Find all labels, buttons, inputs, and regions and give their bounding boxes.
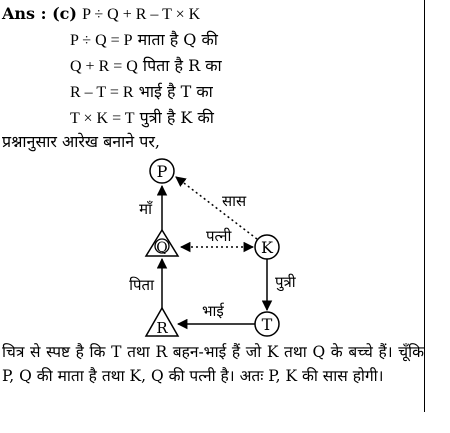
relation-expression: Q + R = Q (70, 58, 138, 75)
node-r-label: R (156, 319, 168, 337)
node-k-label: K (261, 238, 273, 257)
relation-row (70, 56, 222, 77)
relation-row (70, 82, 213, 103)
node-t-label: T (261, 315, 273, 334)
family-diagram (0, 150, 450, 340)
relation-meaning: माता है Q की (137, 30, 218, 49)
relation-row (70, 108, 214, 129)
relation-meaning: पुत्री है K की (139, 108, 214, 127)
node-q (146, 230, 178, 256)
conclusion-text: चित्र से स्पष्ट है कि T तथा R बहन-भाई हैं जो K तथा Q के बच्चे हैं। चूँकि P, Q की माता है तथा K, Q की पत्नी है। अतः P, K की सास होगी। (2, 343, 424, 385)
relation-row (70, 30, 218, 51)
node-p-label: P (156, 162, 168, 181)
relation-expression: R – T = R (70, 84, 134, 101)
edge-daughter-label: पुत्री (275, 273, 296, 291)
edge-mother-label: माँ (139, 200, 152, 218)
node-k (255, 235, 279, 259)
answer-line (2, 4, 200, 25)
relation-meaning: पिता है R का (142, 56, 222, 75)
relation-expression: P ÷ Q = P (70, 32, 133, 49)
node-r (146, 308, 178, 337)
edge-brother-label: भाई (202, 302, 224, 320)
relation-meaning: भाई है T का (138, 82, 213, 101)
node-p (150, 159, 174, 183)
answer-label: Ans : (c) (2, 4, 77, 23)
relation-expression: T × K = T (70, 110, 135, 127)
edge-mother-in-law-label: सास (222, 192, 247, 210)
intro-text: प्रश्नानुसार आरेख बनाने पर, (2, 132, 160, 151)
node-q-label: Q (156, 240, 168, 256)
node-t (255, 312, 279, 336)
edge-father-label: पिता (129, 276, 154, 294)
edge-wife-label: पत्नी (206, 227, 232, 245)
answer-expression: P ÷ Q + R – T × K (82, 6, 201, 23)
